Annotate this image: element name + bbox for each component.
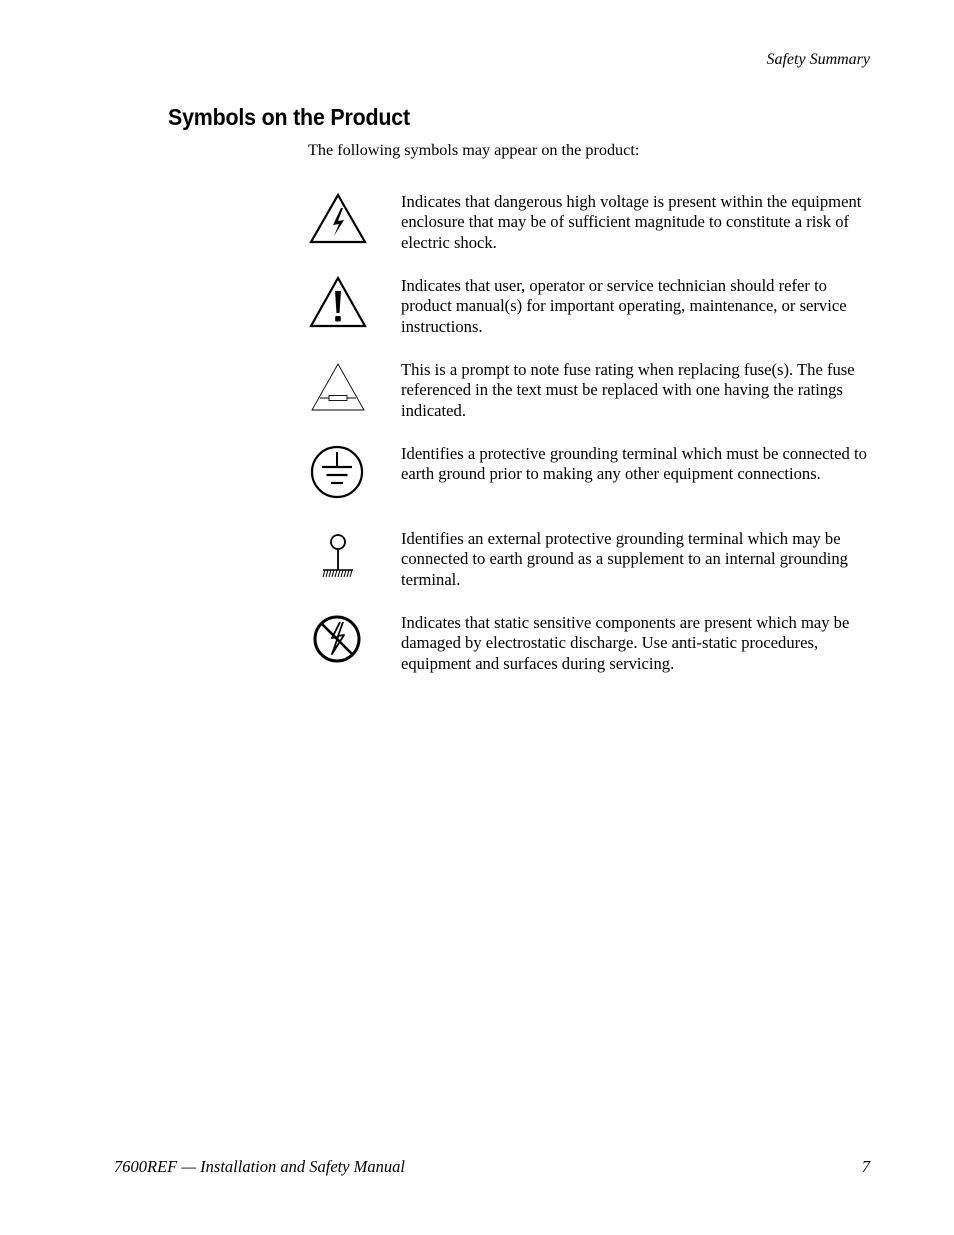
symbol-description: Indicates that static sensitive components are present which may be damaged by electrostatic discharge. Use anti-static procedures, equipment and surfaces during servicing. (401, 613, 850, 673)
page-number: 7 (861, 1157, 870, 1176)
caution-exclamation-icon (308, 276, 368, 336)
symbol-row-caution (308, 276, 870, 352)
symbol-row-fuse (308, 360, 870, 436)
intro-text: The following symbols may appear on the product: (308, 141, 640, 159)
symbol-row-external-ground (308, 529, 870, 605)
static-sensitive-icon (308, 613, 368, 673)
fuse-rating-icon (308, 360, 368, 420)
symbol-description: Indicates that user, operator or service technician should refer to product manual(s) for important operating, maintenance, or service instructions. (401, 276, 847, 336)
symbol-row-static-sensitive (308, 613, 870, 689)
symbol-description: Identifies a protective grounding terminal which must be connected to earth ground prior to making any other equipment connections. (401, 444, 867, 484)
header-section-name: Safety Summary (766, 51, 870, 68)
symbol-row-protective-ground (308, 444, 870, 520)
symbol-description: Indicates that dangerous high voltage is present within the equipment enclosure that may be of sufficient magnitude to constitute a risk of electric shock. (401, 192, 862, 252)
symbol-row-high-voltage (308, 192, 870, 268)
high-voltage-warning-icon (308, 192, 368, 252)
symbol-description: This is a prompt to note fuse rating when replacing fuse(s). The fuse referenced in the text must be replaced with one having the ratings indicated. (401, 360, 855, 420)
protective-ground-icon (308, 444, 368, 504)
symbol-description: Identifies an external protective grounding terminal which may be connected to earth ground as a supplement to an internal grounding terminal. (401, 529, 848, 589)
external-ground-terminal-icon (308, 529, 368, 589)
section-title: Symbols on the Product (168, 104, 410, 130)
footer-manual-title: 7600REF — Installation and Safety Manual (114, 1157, 406, 1176)
